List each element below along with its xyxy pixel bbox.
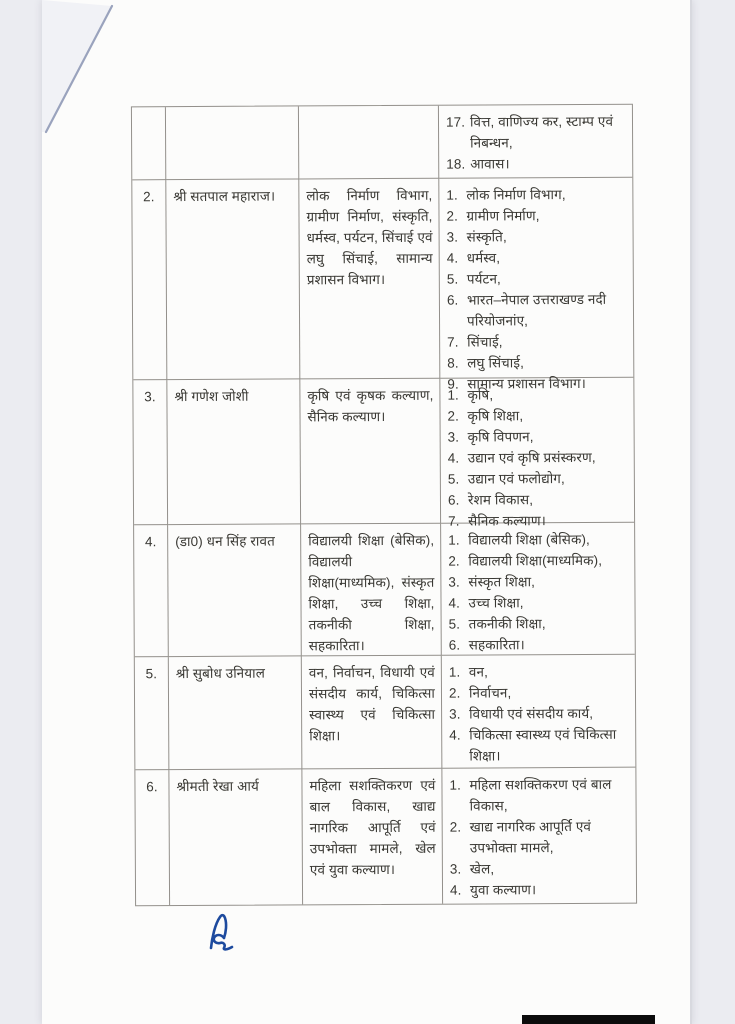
list-item-text: लोक निर्माण विभाग, [466, 187, 566, 203]
list-item-number: 7. [447, 334, 459, 350]
list-item-number: 2. [447, 408, 460, 424]
list-item-text: उच्च शिक्षा, [468, 595, 524, 611]
departments-cell: कृषि एवं कृषक कल्याण, सैनिक कल्याण। [300, 379, 441, 525]
portfolio-list-item [446, 205, 626, 227]
minister-name-cell: श्री गणेश जोशी [167, 379, 301, 525]
list-item-text: लघु सिंचाई, [467, 355, 524, 371]
portfolio-list-item [447, 268, 627, 290]
list-item-number: 3. [449, 706, 461, 722]
portfolio-list-item [449, 703, 629, 725]
portfolio-list-item [450, 858, 630, 880]
list-item-text: महिला सशक्तिकरण एवं बाल विकास, [469, 776, 612, 814]
list-item-text: उद्यान एवं फलोद्योग, [467, 471, 565, 487]
list-item-text: सामान्य प्रशासन विभाग। [467, 375, 586, 392]
departments-cell: लोक निर्माण विभाग, ग्रामीण निर्माण, संस्कृति, धर्मस्व, पर्यटन, सिंचाई एवं लघु सिंचाई, सामान्य प्रशासन विभाग। [299, 179, 440, 380]
list-item-number: 9. [447, 376, 459, 392]
list-item-number: 3. [447, 429, 460, 445]
list-item-text: खाद्य नागरिक आपूर्ति एवं उपभोक्ता मामले, [469, 818, 592, 856]
list-item-number: 2. [446, 208, 458, 224]
portfolio-list [449, 774, 630, 901]
list-item-number: 2. [449, 819, 462, 835]
list-item-text: विद्यालयी शिक्षा (बेसिक), [468, 531, 590, 548]
portfolio-list-item [447, 289, 627, 332]
minister-name-cell: (डा0) धन सिंह रावत [168, 524, 302, 657]
list-item-number: 4. [446, 250, 459, 266]
portfolio-list [446, 111, 626, 175]
list-item-number: 17. [445, 114, 466, 130]
departments-cell [299, 106, 439, 180]
minister-name-cell: श्रीमती रेखा आर्य [169, 769, 303, 905]
portfolio-list-item [450, 816, 630, 859]
paper-sheet [42, 0, 692, 1024]
list-item-number: 3. [449, 861, 462, 877]
page-edge-shadow [690, 0, 692, 1024]
portfolio-list-item [449, 661, 629, 683]
list-item-text: कृषि शिक्षा, [467, 408, 524, 424]
portfolio-list-cell [440, 378, 634, 529]
portfolio-list-item [448, 426, 628, 448]
list-item-text: तकनीकी शिक्षा, [468, 616, 546, 632]
portfolio-list-item [447, 405, 627, 427]
portfolio-list-cell [442, 768, 636, 904]
list-item-text: कृषि, [467, 387, 494, 403]
portfolio-list-item [449, 613, 629, 635]
list-item-text: उद्यान एवं कृषि प्रसंस्करण, [467, 449, 596, 466]
list-item-text: धर्मस्व, [466, 250, 501, 266]
portfolio-list-item [446, 184, 626, 206]
list-item-number: 1. [446, 187, 458, 203]
list-item-number: 1. [448, 532, 460, 548]
portfolio-list-item [448, 447, 628, 469]
black-redaction-bar [522, 1015, 655, 1024]
list-item-text: चिकित्सा स्वास्थ्य एवं चिकित्सा शिक्षा। [469, 726, 617, 764]
list-item-text: निर्वाचन, [468, 685, 512, 701]
list-item-number: 1. [449, 777, 461, 793]
portfolio-list-item [446, 111, 626, 154]
list-item-text: युवा कल्याण। [469, 882, 537, 898]
portfolio-list-item [448, 550, 628, 572]
departments-cell: महिला सशक्तिकरण एवं बाल विकास, खाद्य नागरिक आपूर्ति एवं उपभोक्ता मामले, खेल एवं युवा कल्याण। [302, 769, 443, 905]
portfolio-list [448, 529, 629, 656]
list-item-text: संस्कृति, [466, 229, 507, 245]
list-item-number: 2. [448, 553, 460, 569]
portfolio-list-cell [439, 105, 632, 179]
list-item-number: 5. [447, 471, 460, 487]
list-item-number: 1. [447, 387, 459, 403]
portfolio-list-item [447, 247, 627, 269]
handwritten-initial-signature [197, 908, 243, 960]
list-item-text: भारत–नेपाल उत्तराखण्ड नदी परियोजनांए, [466, 291, 607, 329]
portfolio-list-item [447, 331, 627, 353]
portfolio-list-item [448, 489, 628, 511]
list-item-number: 6. [447, 492, 460, 508]
minister-name-cell: श्री सुबोध उनियाल [169, 656, 303, 770]
portfolio-list-item [447, 384, 627, 406]
portfolio-list-item [449, 682, 629, 704]
list-item-number: 6. [448, 637, 461, 653]
portfolio-list-item [448, 468, 628, 490]
list-item-number: 1. [448, 664, 461, 680]
serial-cell: 3. [133, 380, 168, 525]
list-item-number: 4. [449, 727, 461, 743]
list-item-text: पर्यटन, [466, 271, 501, 287]
list-item-text: सहकारिता। [468, 637, 525, 653]
serial-cell: 6. [135, 770, 170, 905]
list-item-number: 4. [447, 450, 460, 466]
serial-cell [132, 107, 166, 180]
portfolio-list-cell [441, 523, 635, 656]
portfolio-list [449, 661, 630, 767]
portfolio-list-item [449, 724, 629, 767]
list-item-number: 6. [446, 292, 459, 308]
list-item-number: 3. [448, 574, 460, 590]
list-item-text: रेशम विकास, [467, 492, 534, 508]
portfolio-list-item [450, 879, 630, 901]
portfolio-list-item [447, 226, 627, 248]
list-item-number: 5. [446, 271, 459, 287]
list-item-number: 5. [448, 616, 461, 632]
list-item-text: सैनिक कल्याण। [468, 513, 546, 529]
list-item-number: 18. [446, 156, 466, 172]
list-item-number: 7. [448, 513, 460, 529]
departments-cell: वन, निर्वाचन, विधायी एवं संसदीय कार्य, चिकित्सा स्वास्थ्य एवं चिकित्सा शिक्षा। [302, 656, 443, 770]
list-item-text: सिंचाई, [467, 334, 503, 350]
portfolio-list-item [448, 571, 628, 593]
portfolio-list-item [449, 634, 629, 656]
list-item-text: संस्कृत शिक्षा, [468, 574, 536, 590]
portfolio-list-cell [439, 178, 633, 392]
list-item-number: 3. [446, 229, 459, 245]
portfolio-list-item [446, 153, 626, 175]
portfolio-list-item [448, 592, 628, 614]
portfolio-list-cell [442, 655, 636, 769]
list-item-text: वन, [468, 664, 488, 680]
portfolio-list-item [447, 352, 627, 374]
list-item-text: विद्यालयी शिक्षा(माध्यमिक), [468, 552, 603, 569]
serial-cell: 2. [132, 180, 167, 380]
minister-name-cell: श्री सतपाल महाराज। [166, 179, 300, 380]
serial-cell: 5. [135, 657, 170, 770]
portfolio-list [446, 184, 627, 395]
list-item-text: खेल, [469, 861, 495, 877]
portfolio-list-item [448, 529, 628, 551]
list-item-text: ग्रामीण निर्माण, [466, 208, 540, 224]
minister-name-cell [166, 106, 299, 180]
list-item-number: 2. [448, 685, 461, 701]
portfolio-list-item [449, 774, 629, 817]
serial-cell: 4. [134, 525, 169, 657]
departments-cell: विद्यालयी शिक्षा (बेसिक), विद्यालयी शिक्षा(माध्यमिक), संस्कृत शिक्षा, उच्च शिक्षा, तकनीकी शिक्षा, सहकारिता। [301, 524, 442, 657]
list-item-number: 4. [448, 595, 461, 611]
list-item-number: 8. [447, 355, 459, 371]
list-item-number: 4. [449, 882, 462, 898]
list-item-text: विधायी एवं संसदीय कार्य, [469, 705, 594, 722]
list-item-text: वित्त, वाणिज्य कर, स्टाम्प एवं निबन्धन, [469, 113, 614, 151]
list-item-text: कृषि विपणन, [467, 429, 534, 445]
list-item-text: आवास। [470, 156, 510, 172]
portfolio-list [447, 384, 628, 532]
ministers-portfolio-table [131, 104, 637, 907]
